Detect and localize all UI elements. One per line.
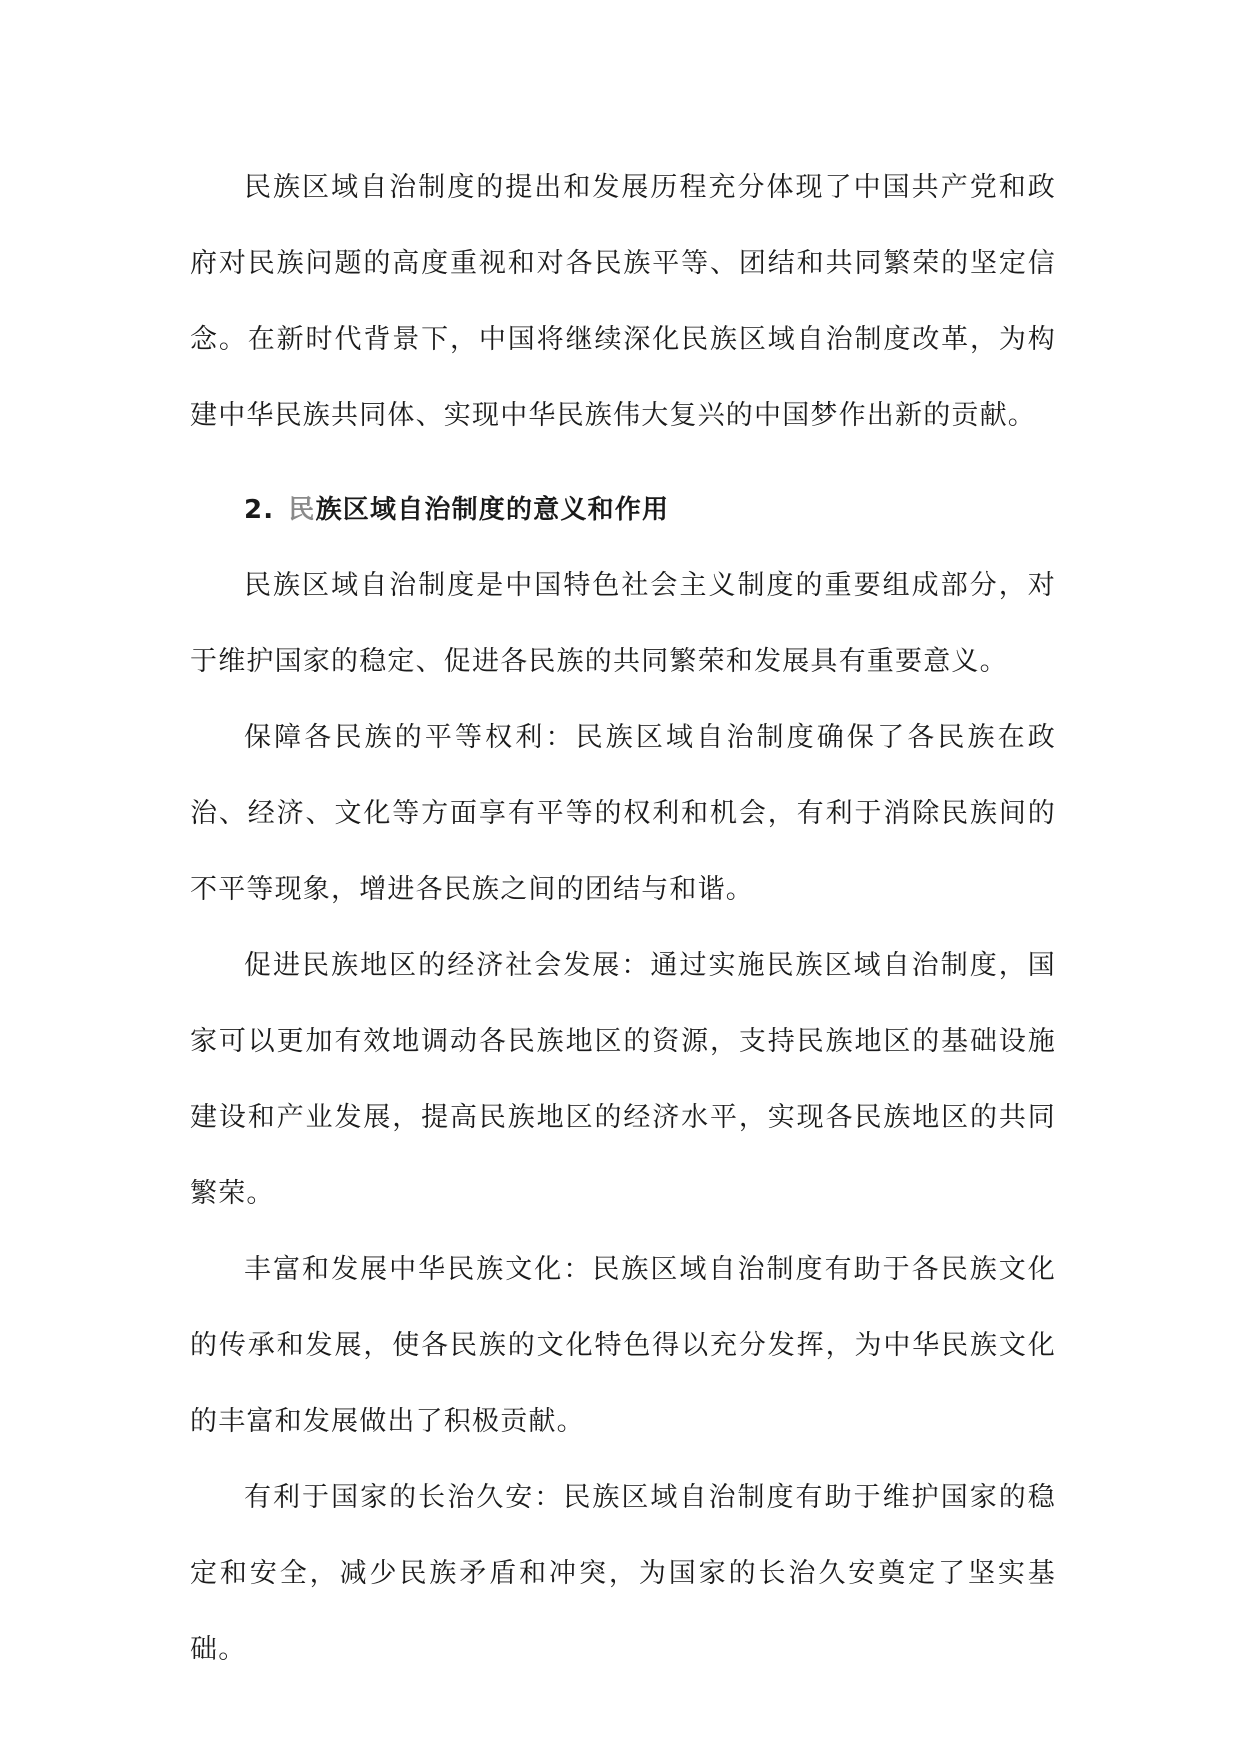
section-number: 2. [244, 495, 275, 525]
paragraph-economic-development: 促进民族地区的经济社会发展：通过实施民族区域自治制度，国家可以更加有效地调动各民族地区的资源，支持民族地区的基础设施建设和产业发展，提高民族地区的经济水平，实现各民族地区的共同繁荣。 [190, 950, 1056, 1209]
section-heading [190, 472, 1056, 548]
paragraph-culture: 丰富和发展中华民族文化：民族区域自治制度有助于各民族文化的传承和发展，使各民族的文化特色得以充分发挥，为中华民族文化的丰富和发展做出了积极贡献。 [190, 1254, 1056, 1437]
paragraph-stability: 有利于国家的长治久安：民族区域自治制度有助于维护国家的稳定和安全，减少民族矛盾和冲突，为国家的长治久安奠定了坚实基础。 [190, 1482, 1056, 1665]
section-heading-text: 族区域自治制度的意义和作用 [315, 495, 670, 525]
document-body [190, 150, 1056, 1688]
paragraph-overview: 民族区域自治制度是中国特色社会主义制度的重要组成部分，对于维护国家的稳定、促进各民族的共同繁荣和发展具有重要意义。 [190, 570, 1056, 677]
section-heading-first-char: 民 [288, 495, 316, 525]
paragraph-intro: 民族区域自治制度的提出和发展历程充分体现了中国共产党和政府对民族问题的高度重视和对各民族平等、团结和共同繁荣的坚定信念。在新时代背景下，中国将继续深化民族区域自治制度改革，为构建中华民族共同体、实现中华民族伟大复兴的中国梦作出新的贡献。 [190, 172, 1056, 431]
paragraph-equal-rights: 保障各民族的平等权利：民族区域自治制度确保了各民族在政治、经济、文化等方面享有平等的权利和机会，有利于消除民族间的不平等现象，增进各民族之间的团结与和谐。 [190, 722, 1056, 905]
